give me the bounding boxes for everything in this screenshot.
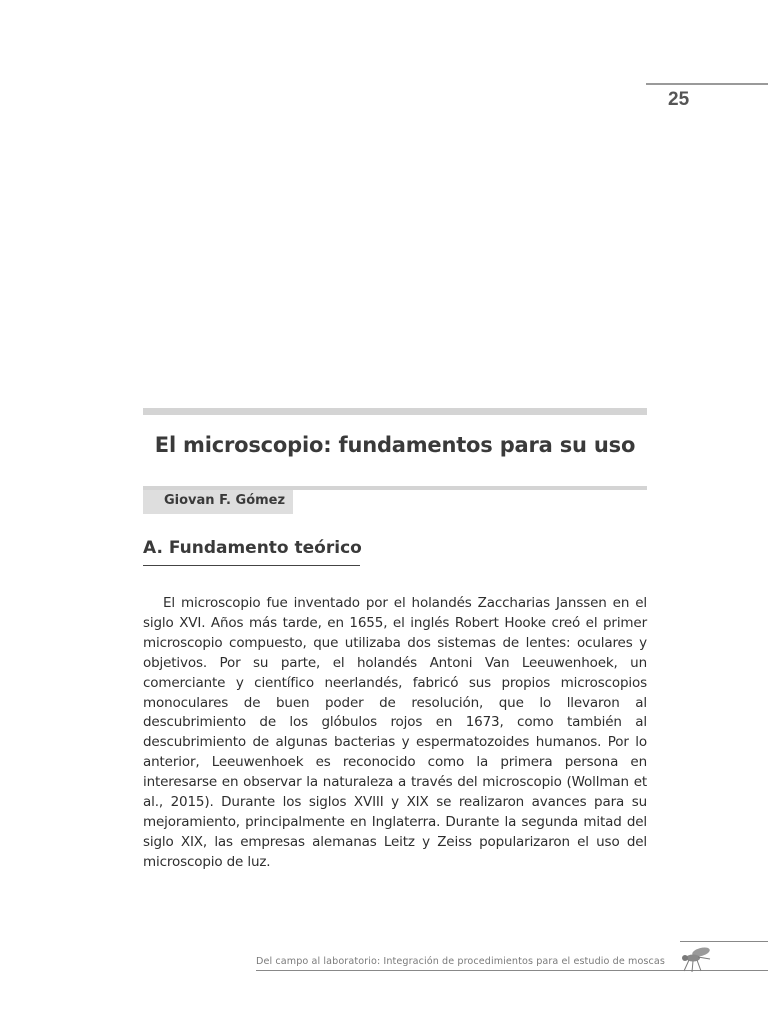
- page-number: 25: [668, 89, 690, 110]
- header-rule: [646, 83, 768, 85]
- footer-book-title: Del campo al laboratorio: Integración de procedimientos para el estudio de moscas: [256, 956, 665, 967]
- chapter-title: El microscopio: fundamentos para su uso: [154, 433, 636, 457]
- fly-icon: [679, 944, 713, 974]
- section-heading: A. Fundamento teórico: [143, 538, 362, 558]
- section-underline: [143, 565, 360, 566]
- author-name: Giovan F. Gómez: [164, 493, 286, 508]
- title-bar-top: [143, 408, 647, 415]
- body-paragraph: El microscopio fue inventado por el holandés Zaccharias Janssen en el siglo XVI. Años más tarde, en 1655, el inglés Robert Hooke creó el primer microscopio compuesto, que utilizaba dos sistemas de lentes: oculares y objetivos. Por su parte, el holandés Antoni Van Leeuwenhoek, un comerciante y científico neerlandés, fabricó sus propios microscopios monoculares de buen poder de resolución, que lo llevaron al descubrimiento de los glóbulos rojos en 1673, como también al descubrimiento de algunas bacterias y espermatozoides humanos. Por lo anterior, Leeuwenhoek es reconocido como la primera persona en interesarse en observar la naturaleza a través del microscopio (Wollman et al., 2015). Durante los siglos XVIII y XIX se realizaron avances para su mejoramiento, principalmente en Inglaterra. Durante la segunda mitad del siglo XIX, las empresas alemanas Leitz y Zeiss popularizaron el uso del microscopio de luz.: [143, 595, 647, 870]
- footer-rule-top: [680, 941, 768, 942]
